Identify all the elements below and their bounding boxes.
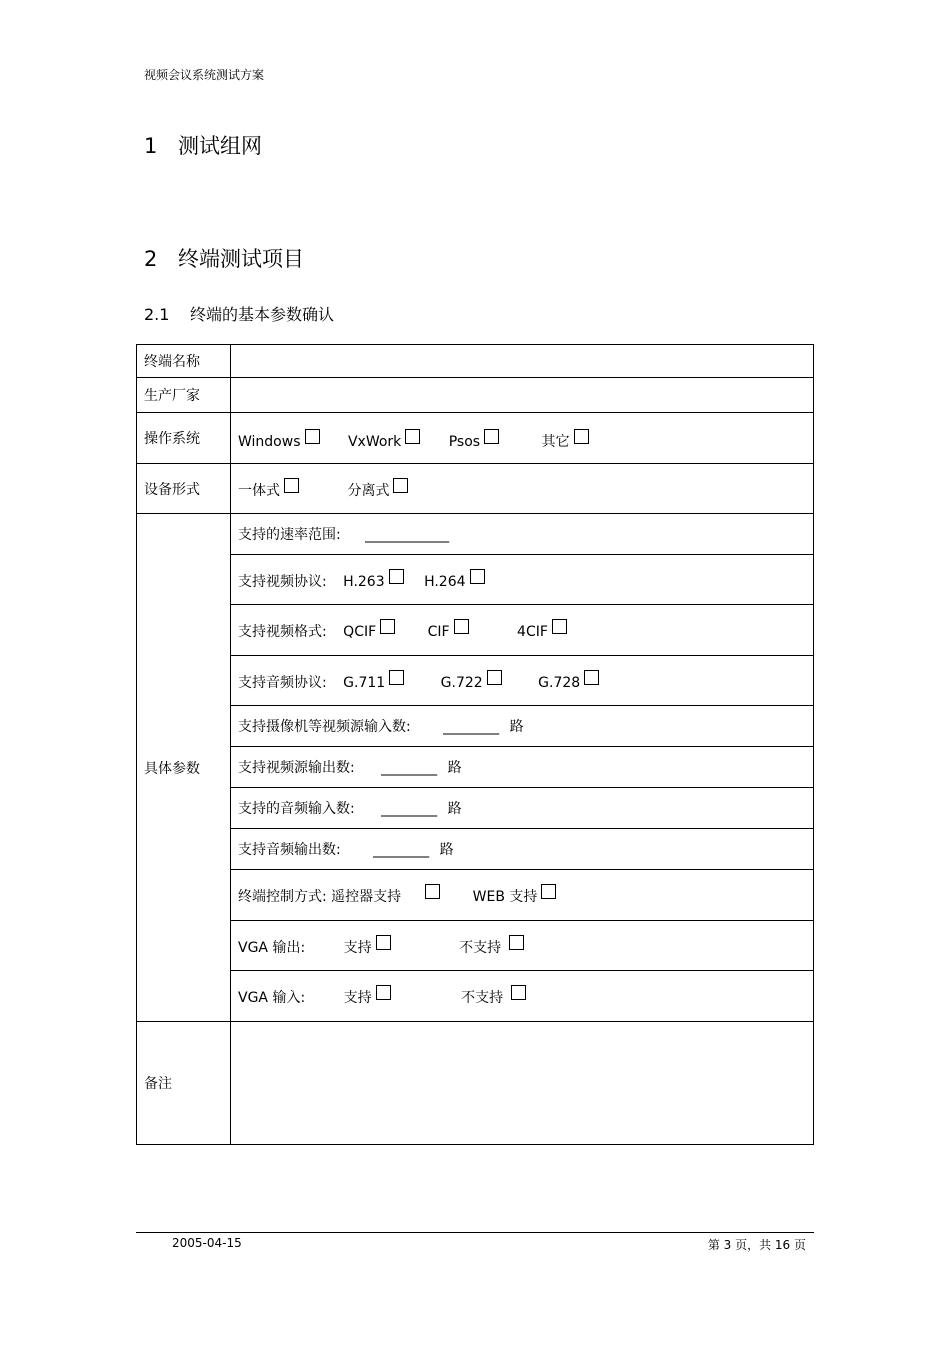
row-text: 支持视频格式: [238, 624, 327, 640]
checkbox[interactable] [305, 429, 320, 444]
table-row [137, 656, 814, 706]
table-row [137, 829, 814, 870]
checkbox[interactable] [284, 478, 299, 493]
row-text: VGA 输出: [238, 939, 306, 956]
table-row [137, 555, 814, 605]
row-text: 支持视频源输出数: [238, 760, 355, 776]
row-label: 设备形式 [137, 464, 231, 514]
table-row [137, 1022, 814, 1145]
option-label: G.722 [440, 674, 483, 691]
footer-divider [136, 1232, 814, 1233]
checkbox[interactable] [380, 619, 395, 634]
vga-output-row [231, 921, 814, 971]
fill-blank[interactable]: ________ [381, 760, 438, 776]
checkbox[interactable] [574, 429, 589, 444]
row-label: 生产厂家 [137, 378, 231, 413]
option-label: 分离式 [347, 482, 390, 499]
table-row [137, 747, 814, 788]
section-title: 终端测试项目 [178, 247, 304, 271]
fill-blank[interactable]: ________ [381, 801, 438, 817]
video-format-row [231, 605, 814, 656]
section-2-1-heading [144, 302, 334, 325]
footer-page-number: 第 3 页，共 16 页 [707, 1238, 806, 1252]
option-label: 一体式 [238, 482, 280, 499]
checkbox[interactable] [470, 569, 485, 584]
table-row [137, 971, 814, 1022]
control-mode-row [231, 870, 814, 921]
table-row [137, 345, 814, 378]
checkbox[interactable] [393, 478, 408, 493]
checkbox[interactable] [511, 985, 526, 1000]
section-number: 2.1 [144, 305, 170, 324]
unit-label: 路 [447, 760, 462, 776]
option-label: 其它 [541, 434, 570, 450]
option-label: QCIF [343, 624, 377, 640]
checkbox[interactable] [405, 429, 420, 444]
checkbox[interactable] [509, 935, 524, 950]
option-label: Windows [238, 434, 301, 450]
table-row [137, 706, 814, 747]
table-row [137, 605, 814, 656]
option-label: CIF [427, 624, 450, 640]
fill-blank[interactable]: ________ [443, 719, 500, 735]
row-text: 支持的速率范围: [238, 527, 341, 543]
rate-range-row [231, 514, 814, 555]
audio-protocol-row [231, 656, 814, 706]
unit-label: 路 [439, 842, 454, 858]
checkbox[interactable] [376, 935, 391, 950]
audio-output-row [231, 829, 814, 870]
option-label: 4CIF [517, 624, 548, 640]
row-label: 终端名称 [137, 345, 231, 378]
option-label: 不支持 [459, 939, 502, 956]
checkbox[interactable] [484, 429, 499, 444]
table-row [137, 514, 814, 555]
option-label: WEB 支持 [472, 889, 538, 905]
row-text: 支持音频输出数: [238, 842, 341, 858]
section-title: 测试组网 [178, 134, 262, 158]
fill-blank[interactable]: ________ [373, 842, 430, 858]
checkbox[interactable] [552, 619, 567, 634]
audio-input-row [231, 788, 814, 829]
option-label: 支持 [343, 990, 372, 1006]
fill-blank[interactable]: ____________ [365, 527, 450, 543]
checkbox[interactable] [487, 670, 502, 685]
option-label: G.728 [538, 674, 581, 691]
row-text: 支持视频协议: [238, 573, 327, 590]
form-options [231, 464, 814, 514]
checkbox[interactable] [584, 670, 599, 685]
terminal-name-field[interactable] [231, 345, 814, 378]
row-text: 终端控制方式: [238, 889, 327, 905]
option-label: Psos [448, 434, 481, 450]
checkbox[interactable] [376, 985, 391, 1000]
table-row [137, 921, 814, 971]
table-row [137, 378, 814, 413]
video-output-row [231, 747, 814, 788]
section-2-heading [144, 243, 304, 273]
row-text: 支持的音频输入数: [238, 801, 355, 817]
unit-label: 路 [509, 719, 524, 735]
option-label: VxWork [347, 434, 402, 450]
remark-field[interactable] [231, 1022, 814, 1145]
video-protocol-row [231, 555, 814, 605]
terminal-parameters-table [136, 344, 814, 1145]
option-label: 不支持 [461, 990, 504, 1006]
vendor-field[interactable] [231, 378, 814, 413]
option-label: H.264 [424, 573, 466, 590]
unit-label: 路 [447, 801, 462, 817]
row-label: 具体参数 [137, 514, 231, 1022]
checkbox[interactable] [389, 670, 404, 685]
row-text: VGA 输入: [238, 990, 306, 1006]
row-label: 操作系统 [137, 413, 231, 464]
checkbox[interactable] [454, 619, 469, 634]
document-header: 视频会议系统测试方案 [144, 68, 265, 82]
checkbox[interactable] [541, 884, 556, 899]
table-row [137, 464, 814, 514]
os-options [231, 413, 814, 464]
footer-date: 2005-04-15 [172, 1236, 242, 1250]
row-text: 支持音频协议: [238, 674, 327, 691]
option-label: 支持 [343, 939, 372, 956]
option-label: H.263 [343, 573, 385, 590]
table-row [137, 870, 814, 921]
table-row [137, 413, 814, 464]
option-label: G.711 [343, 674, 386, 691]
table-row [137, 788, 814, 829]
option-label: 遥控器支持 [331, 889, 402, 905]
vga-input-row [231, 971, 814, 1022]
section-number: 1 [144, 134, 158, 158]
row-text: 支持摄像机等视频源输入数: [238, 719, 411, 735]
checkbox[interactable] [389, 569, 404, 584]
section-title: 终端的基本参数确认 [190, 305, 335, 324]
section-number: 2 [144, 247, 158, 271]
camera-input-row [231, 706, 814, 747]
row-label: 备注 [137, 1022, 231, 1145]
section-1-heading [144, 130, 262, 160]
checkbox[interactable] [425, 884, 440, 899]
